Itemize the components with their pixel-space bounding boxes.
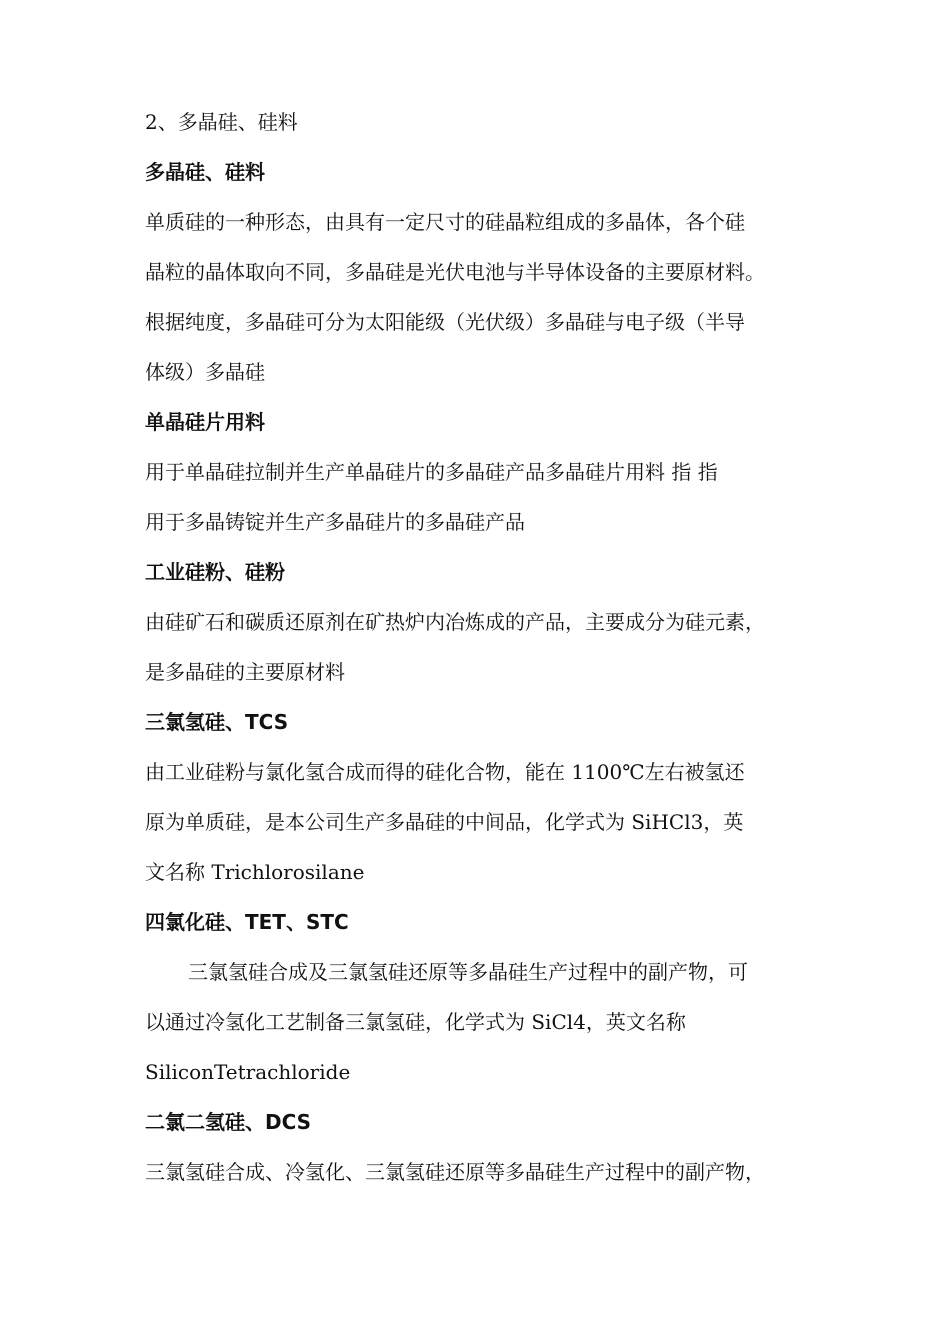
- definition-line: 根据纯度，多晶硅可分为太阳能级（光伏级）多晶硅与电子级（半导: [145, 310, 745, 334]
- term-polysilicon: 多晶硅、硅料: [145, 160, 265, 184]
- definition-line: 单质硅的一种形态，由具有一定尺寸的硅晶粒组成的多晶体，各个硅: [145, 210, 745, 234]
- definition-line: 用于多晶铸锭并生产多晶硅片的多晶硅产品: [145, 510, 525, 534]
- definition-line: 是多晶硅的主要原材料: [145, 660, 345, 684]
- term-industrial-silicon-powder: 工业硅粉、硅粉: [145, 560, 285, 584]
- definition-line: 由硅矿石和碳质还原剂在矿热炉内冶炼成的产品，主要成分为硅元素，: [145, 610, 765, 634]
- definition-line: 体级）多晶硅: [145, 360, 265, 384]
- definition-line: 三氯氢硅合成及三氯氢硅还原等多晶硅生产过程中的副产物，可: [188, 960, 748, 984]
- definition-line: 由工业硅粉与氯化氢合成而得的硅化合物，能在 1100℃左右被氢还: [145, 760, 745, 784]
- definition-line: 以通过冷氢化工艺制备三氯氢硅，化学式为 SiCl4，英文名称: [145, 1010, 686, 1034]
- definition-line: SiliconTetrachloride: [145, 1060, 351, 1084]
- term-trichlorosilane: 三氯氢硅、TCS: [145, 710, 289, 734]
- term-silicon-tetrachloride: 四氯化硅、TET、STC: [145, 910, 349, 934]
- definition-line: 原为单质硅，是本公司生产多晶硅的中间品，化学式为 SiHCl3，英: [145, 810, 744, 834]
- definition-line: 用于单晶硅拉制并生产单晶硅片的多晶硅产品多晶硅片用料 指 指: [145, 460, 718, 484]
- term-dichlorosilane: 二氯二氢硅、DCS: [145, 1110, 312, 1134]
- section-title: 2、多晶硅、硅料: [145, 110, 298, 134]
- document-body: [145, 97, 825, 1197]
- definition-line: 三氯氢硅合成、冷氢化、三氯氢硅还原等多晶硅生产过程中的副产物，: [145, 1160, 765, 1184]
- term-monocrystalline-wafer-material: 单晶硅片用料: [145, 410, 265, 434]
- definition-line: 晶粒的晶体取向不同，多晶硅是光伏电池与半导体设备的主要原材料。: [145, 260, 765, 284]
- definition-line: 文名称 Trichlorosilane: [145, 860, 365, 884]
